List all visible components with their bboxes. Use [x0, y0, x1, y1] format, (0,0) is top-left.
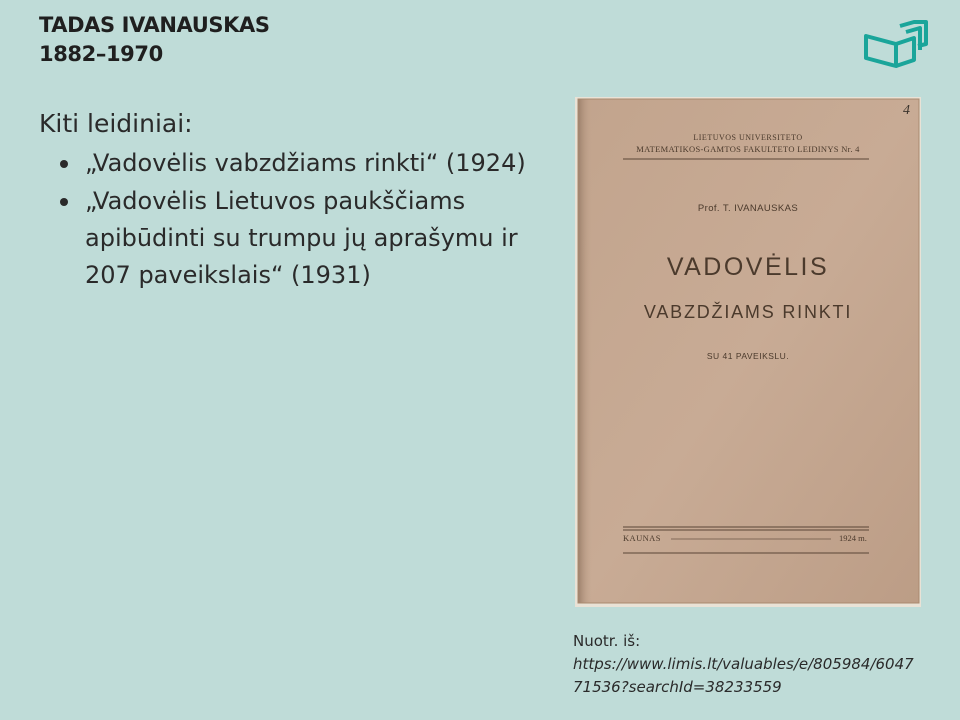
slide-header — [39, 11, 270, 69]
open-book-icon — [862, 14, 932, 70]
intro-text: Kiti leidiniai: — [39, 109, 193, 138]
person-years: 1882–1970 — [39, 42, 163, 66]
cover-title-line2: VABZDŽIAMS RINKTI — [643, 302, 853, 322]
cover-page-number: 4 — [903, 103, 910, 118]
person-name: TADAS IVANAUSKAS — [39, 13, 270, 37]
cover-city: KAUNAS — [623, 533, 661, 543]
cover-subtitle: SU 41 PAVEIKSLU. — [706, 351, 790, 361]
source-link[interactable]: https://www.limis.lt/valuables/e/805984/604771536?searchId=38233559 — [573, 655, 914, 696]
book-cover-photo — [575, 97, 921, 607]
caption-label: Nuotr. iš: — [573, 632, 641, 650]
cover-title-line1: VADOVĖLIS — [666, 253, 830, 281]
cover-year: 1924 m. — [839, 533, 867, 543]
photo-caption — [573, 630, 923, 699]
list-item: „Vadovėlis Lietuvos paukščiams apibūdinti su trumpu jų aprašymu ir 207 paveikslais“ (1931) — [53, 183, 533, 294]
list-item: „Vadovėlis vabzdžiams rinkti“ (1924) — [53, 145, 533, 182]
cover-university: LIETUVOS UNIVERSITETO — [693, 133, 803, 142]
cover-faculty: MATEMATIKOS-GAMTOS FAKULTETO LEIDINYS Nr. 4 — [636, 144, 860, 154]
cover-author: Prof. T. IVANAUSKAS — [697, 203, 799, 214]
publication-list — [53, 145, 533, 295]
